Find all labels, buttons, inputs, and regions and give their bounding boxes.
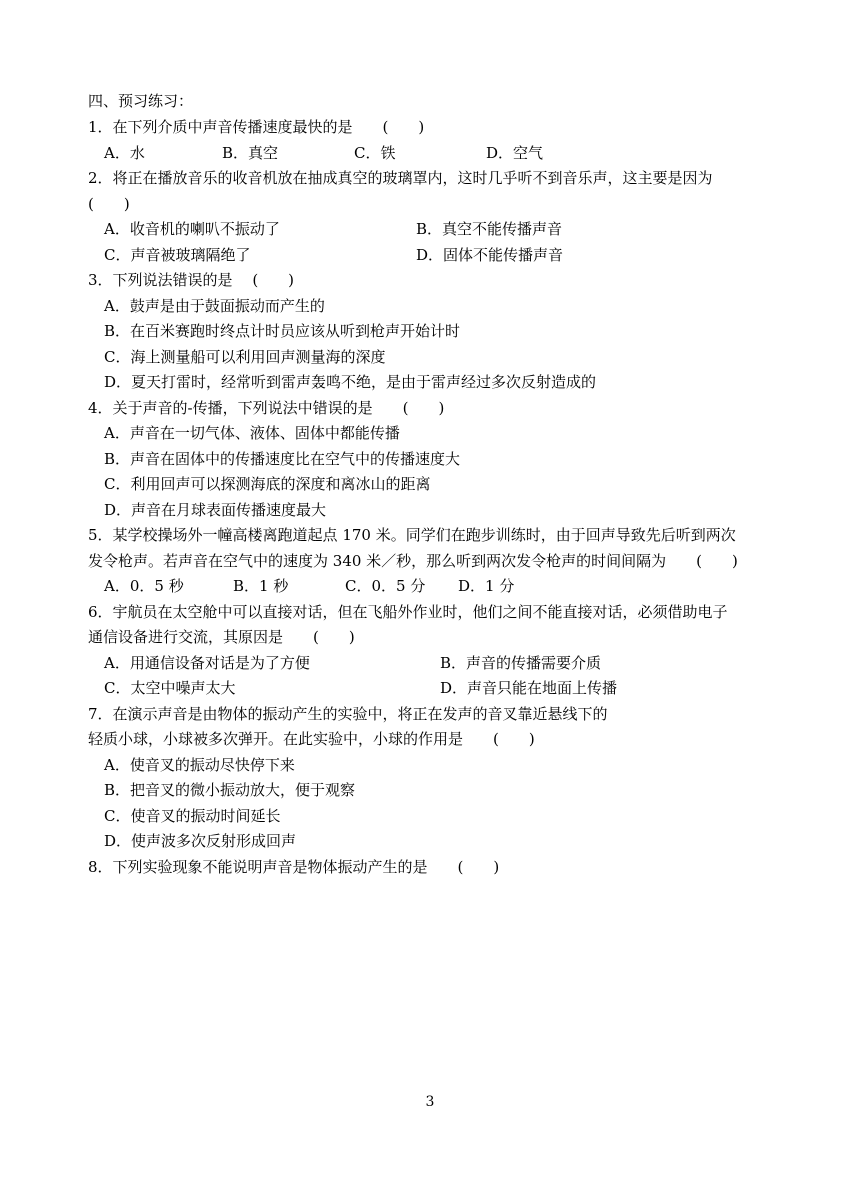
question-5-option-b: B．1 秒 (233, 577, 289, 595)
question-3-option-a: A．鼓声是由于鼓面振动而产生的 (104, 297, 325, 315)
question-5-stem: 5．某学校操场外一幢高楼离跑道起点 170 米。同学们在跑步训练时，由于回声导致先后听到两次 (88, 526, 736, 544)
question-6-option-a: A．用通信设备对话是为了方便 (104, 654, 310, 672)
question-7-option-c: C．使音叉的振动时间延长 (104, 807, 281, 825)
question-1-option-a: A．水 (104, 144, 145, 162)
question-1-stem: 1．在下列介质中声音传播速度最快的是 ( ) (88, 118, 425, 136)
question-2-options-row2 (88, 245, 788, 265)
question-6-option-b: B．声音的传播需要介质 (440, 654, 602, 672)
question-1-option-b: B．真空 (222, 144, 279, 162)
question-7-stem-cont: 轻质小球，小球被多次弹开。在此实验中，小球的作用是 ( ) (88, 730, 535, 748)
question-5-option-c: C．0．5 分 (345, 577, 426, 595)
question-5-option-a: A．0．5 秒 (104, 577, 184, 595)
section-title: 四、预习练习： (88, 92, 194, 110)
question-5-stem-cont: 发令枪声。若声音在空气中的速度为 340 米／秒，那么听到两次发令枪声的时间间隔为 ( ) (88, 552, 738, 570)
question-4-option-c: C．利用回声可以探测海底的深度和离冰山的距离 (104, 475, 431, 493)
question-3-option-b: B．在百米赛跑时终点计时员应该从听到枪声开始计时 (104, 322, 461, 340)
question-1-option-d: D．空气 (486, 144, 544, 162)
question-5-options (88, 576, 788, 596)
question-2-options-row1 (88, 219, 788, 239)
question-4-option-a: A．声音在一切气体、液体、固体中都能传播 (104, 424, 400, 442)
question-3-stem: 3．下列说法错误的是 ( ) (88, 271, 295, 289)
question-2-stem: 2．将正在播放音乐的收音机放在抽成真空的玻璃罩内，这时几乎听不到音乐声，这主要是因为 (88, 169, 713, 187)
question-5-option-d: D．1 分 (458, 577, 515, 595)
page-number: 3 (425, 1094, 435, 1110)
question-3-option-c: C．海上测量船可以利用回声测量海的深度 (104, 348, 386, 366)
question-6-option-c: C．太空中噪声太大 (104, 679, 236, 697)
question-8-stem: 8．下列实验现象不能说明声音是物体振动产生的是 ( ) (88, 858, 500, 876)
question-2-option-a: A．收音机的喇叭不振动了 (104, 220, 280, 238)
question-7-option-d: D．使声波多次反射形成回声 (104, 832, 297, 850)
question-6-option-d: D．声音只能在地面上传播 (440, 679, 618, 697)
question-4-stem: 4．关于声音的-传播，下列说法中错误的是 ( ) (88, 399, 445, 417)
question-6-options-row1 (88, 653, 788, 673)
question-2-option-d: D．固体不能传播声音 (416, 246, 564, 264)
question-4-option-d: D．声音在月球表面传播速度最大 (104, 501, 327, 519)
question-7-option-b: B．把音叉的微小振动放大，便于观察 (104, 781, 356, 799)
question-1-options (88, 143, 788, 163)
question-2-option-b: B．真空不能传播声音 (416, 220, 563, 238)
question-6-options-row2 (88, 678, 788, 698)
question-1-option-c: C．铁 (354, 144, 396, 162)
question-6-stem: 6．宇航员在太空舱中可以直接对话，但在飞船外作业时，他们之间不能直接对话，必须借助电子 (88, 603, 728, 621)
question-4-option-b: B．声音在固体中的传播速度比在空气中的传播速度大 (104, 450, 461, 468)
question-6-stem-cont: 通信设备进行交流，其原因是 ( ) (88, 628, 355, 646)
question-2-option-c: C．声音被玻璃隔绝了 (104, 246, 251, 264)
question-7-stem: 7．在演示声音是由物体的振动产生的实验中，将正在发声的音叉靠近悬线下的 (88, 705, 608, 723)
question-2-stem-cont: ( ) (88, 195, 130, 213)
question-7-option-a: A．使音叉的振动尽快停下来 (104, 756, 295, 774)
question-3-option-d: D．夏天打雷时，经常听到雷声轰鸣不绝，是由于雷声经过多次反射造成的 (104, 373, 597, 391)
